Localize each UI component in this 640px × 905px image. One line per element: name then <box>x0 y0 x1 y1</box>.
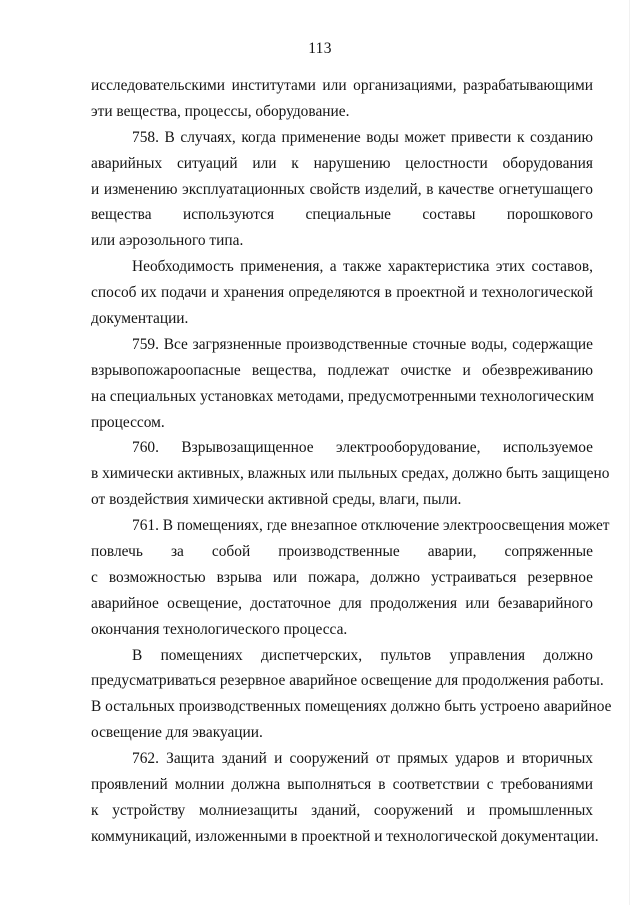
word: нарушению <box>313 154 391 172</box>
word: ситуаций <box>176 154 238 172</box>
word: или <box>252 154 277 172</box>
word: за <box>170 543 184 561</box>
text-line: документации. <box>91 310 189 328</box>
word: собой <box>211 543 251 561</box>
text-line-justified <box>91 435 593 461</box>
text-line: 758. В случаях, когда применение воды может привести к созданию <box>132 128 593 146</box>
text-line: эти вещества, процессы, оборудование. <box>91 102 350 120</box>
text-line-justified <box>91 539 593 565</box>
scan-edge <box>629 0 630 905</box>
paragraph-761-continued <box>91 643 612 747</box>
paragraph-continuation <box>91 73 593 125</box>
text-line: предусматриваться резервное аварийное освещение для продолжения работы. <box>91 672 604 690</box>
word: диспетчерских, <box>261 646 363 664</box>
text-line: на специальных установках методами, предусмотренными технологическим <box>91 387 595 405</box>
text-line: и изменению эксплуатационных свойств изделий, в качестве огнетушащего <box>91 180 593 198</box>
word: должно <box>543 646 593 664</box>
word: сопряженные <box>504 543 593 561</box>
text-line: исследовательскими институтами или организациями, разрабатывающими <box>91 77 593 94</box>
word: специальные <box>305 206 391 224</box>
text-line: к устройству молниезащиты зданий, сооружений и промышленных <box>91 801 593 819</box>
word: вещества <box>91 206 152 224</box>
word: используемое <box>502 439 593 457</box>
word: к <box>291 154 299 172</box>
text-line: от воздействия химически активной среды, влаги, пыли. <box>91 491 462 509</box>
text-line: проявлений молнии должна выполняться в соответствии с требованиями <box>91 776 593 794</box>
text-line: Необходимость применения, а также характеристика этих составов, <box>132 258 593 276</box>
word: 760. <box>132 439 159 457</box>
text-line: коммуникаций, изложенными в проектной и технологической документации. <box>91 827 599 845</box>
word: пультов <box>380 646 432 664</box>
text-line: В остальных производственных помещениях должно быть устроено аварийное <box>91 698 612 716</box>
text-line: процессом. <box>91 413 165 431</box>
page-number: 113 <box>308 40 332 57</box>
paragraph-762 <box>91 746 599 850</box>
text-line: взрывопожароопасные вещества, подлежат очистке и обезвреживанию <box>91 361 593 379</box>
word: порошкового <box>506 206 593 224</box>
text-line: с возможностью взрыва или пожара, должно устраиваться резервное <box>91 568 593 586</box>
word: помещениях <box>160 646 243 664</box>
text-line-justified <box>91 643 593 669</box>
paragraph-761 <box>91 513 610 642</box>
word: аварии, <box>427 543 477 561</box>
text-line: 759. Все загрязненные производственные сточные воды, содержащие <box>132 335 593 353</box>
document-body <box>91 73 612 850</box>
word: оборудования <box>502 154 593 172</box>
word: производственные <box>278 543 400 561</box>
word: аварийных <box>91 154 163 172</box>
text-line: 761. В помещениях, где внезапное отключение электроосвещения может <box>132 517 610 535</box>
text-line: аварийное освещение, достаточное для продолжения или безаварийного <box>91 594 593 612</box>
text-line-justified <box>91 151 593 177</box>
text-line: окончания технологического процесса. <box>91 620 348 638</box>
text-line-justified <box>91 202 593 228</box>
paragraph-758 <box>91 125 593 254</box>
word: В <box>132 646 143 664</box>
text-line: 762. Защита зданий и сооружений от прямых ударов и вторичных <box>132 750 593 768</box>
text-line: или аэрозольного типа. <box>91 232 244 250</box>
paragraph-759 <box>91 332 593 436</box>
word: повлечь <box>91 543 143 561</box>
paragraph-760 <box>91 435 610 513</box>
paragraph-758-continued <box>91 254 593 332</box>
word: используются <box>182 206 275 224</box>
text-line: способ их подачи и хранения определяются в проектной и технологической <box>91 284 593 302</box>
word: управления <box>449 646 526 664</box>
word: составы <box>422 206 476 224</box>
word: целостности <box>405 154 488 172</box>
text-line: освещение для эвакуации. <box>91 724 263 742</box>
word: электрооборудование, <box>336 439 481 457</box>
text-line: в химически активных, влажных или пыльных средах, должно быть защищено <box>91 465 610 483</box>
word: Взрывозащищенное <box>181 439 314 457</box>
